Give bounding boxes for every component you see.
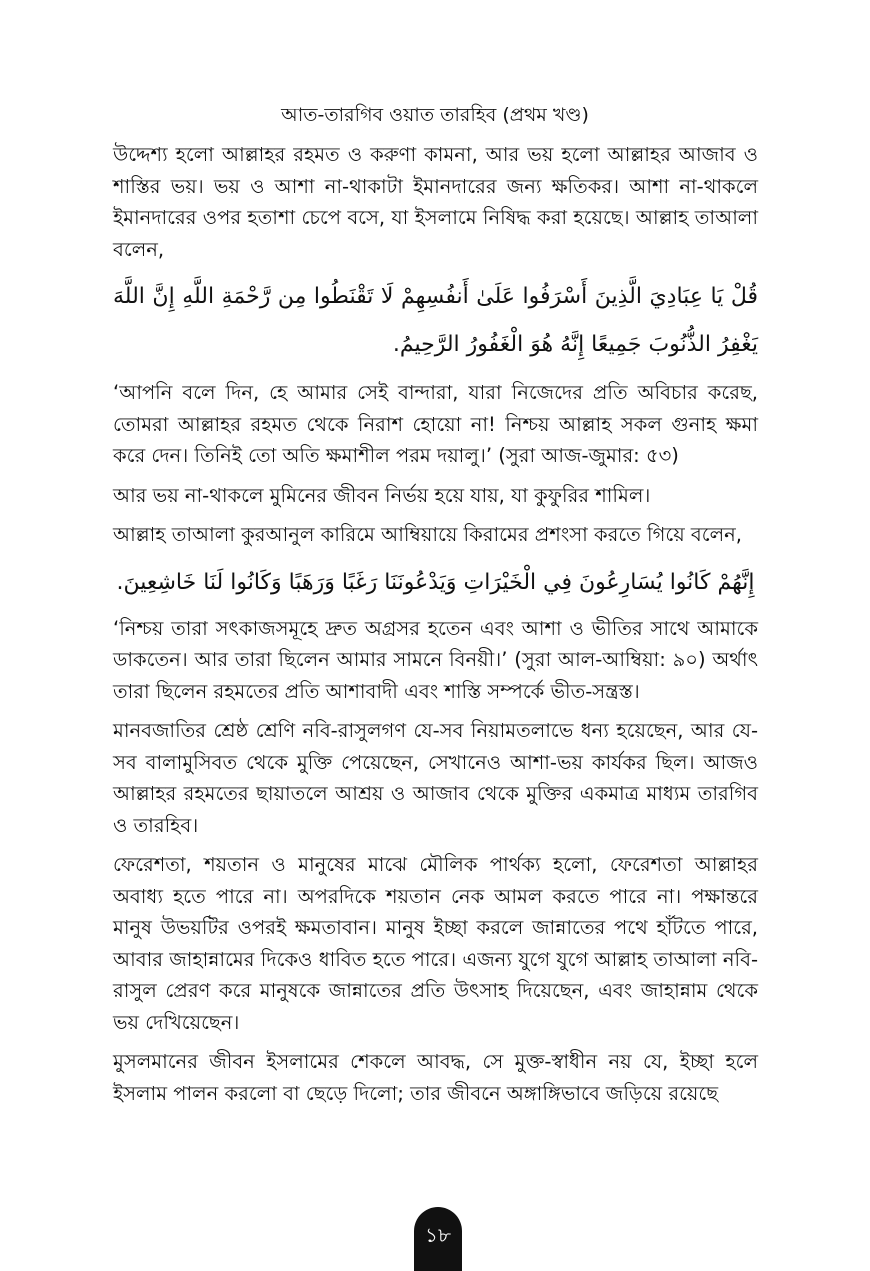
running-header: আত-তারগিব ওয়াত তারহিব (প্রথম খণ্ড): [281, 104, 589, 126]
paragraph-4: আল্লাহ তাআলা কুরআনুল কারিমে আম্বিয়ায়ে কিরামের প্রশংসা করতে গিয়ে বলেন,: [113, 523, 742, 546]
arabic-verse-zumar: قُلْ يَا عِبَادِيَ الَّذِينَ أَسْرَفُوا عَلَىٰ أَنفُسِهِمْ لَا تَقْنَطُوا مِن رَّحْمَةِ اللَّهِ إِنَّ اللَّهَ يَغْفِرُ الذُّنُوبَ جَمِيعًا إِنَّهُ هُوَ الْغَفُورُ الرَّحِيمُ.: [113, 284, 758, 357]
paragraph-7: ফেরেশতা, শয়তান ও মানুষের মাঝে মৌলিক পার্থক্য হলো, ফেরেশতা আল্লাহর অবাধ্য হতে পারে না। অপরদিকে শয়তান নেক আমল করতে পারে না। পক্ষান্তরে মানুষ উভয়টির ওপরই ক্ষমতাবান। মানুষ ইচ্ছা করলে জান্নাতের পথে হাঁটতে পারে, আবার জাহান্নামের দিকেও ধাবিত হতে পারে। এজন্য যুগে যুগে আল্লাহ তাআলা নবি-রাসুল প্রেরণ করে মানুষকে জান্নাতের প্রতি উৎসাহ দিয়েছেন, এবং জাহান্নাম থেকে ভয় দেখিয়েছেন।: [113, 853, 758, 1034]
paragraph-8: মুসলমানের জীবন ইসলামের শেকলে আবদ্ধ, সে মুক্ত-স্বাধীন নয় যে, ইচ্ছা হলে ইসলাম পালন করলো বা ছেড়ে দিলো; তার জীবনে অঙ্গাঙ্গিভাবে জড়িয়ে রয়েছে: [113, 1050, 758, 1105]
arabic-verse-anbiya: إِنَّهُمْ كَانُوا يُسَارِعُونَ فِي الْخَيْرَاتِ وَيَدْعُونَنَا رَغَبًا وَرَهَبًا وَكَانُوا لَنَا خَاشِعِينَ.: [116, 569, 755, 595]
paragraph-1: উদ্দেশ্য হলো আল্লাহর রহমত ও করুণা কামনা, আর ভয় হলো আল্লাহর আজাব ও শাস্তির ভয়। ভয় ও আশা না-থাকাটা ইমানদারের জন্য ক্ষতিকর। আশা না-থাকলে ইমানদারের ওপর হতাশা চেপে বসে, যা ইসলামে নিষিদ্ধ করা হয়েছে। আল্লাহ তাআলা বলেন,: [113, 143, 758, 261]
paragraph-6: মানবজাতির শ্রেষ্ঠ শ্রেণি নবি-রাসুলগণ যে-সব নিয়ামতলাভে ধন্য হয়েছেন, আর যে-সব বালামুসিবত থেকে মুক্তি পেয়েছেন, সেখানেও আশা-ভয় কার্যকর ছিল। আজও আল্লাহর রহমতের ছায়াতলে আশ্রয় ও আজাব থেকে মুক্তির একমাত্র মাধ্যম তারগিব ও তারহিব।: [113, 719, 758, 837]
page-number-badge: [414, 1207, 462, 1271]
paragraph-translation-zumar: ‘আপনি বলে দিন, হে আমার সেই বান্দারা, যারা নিজেদের প্রতি অবিচার করেছ, তোমরা আল্লাহর রহমত থেকে নিরাশ হোয়ো না! নিশ্চয় আল্লাহ সকল গুনাহ ক্ষমা করে দেন। তিনিই তো অতি ক্ষমাশীল পরম দয়ালু।’ (সুরা আজ-জুমার: ৫৩): [113, 381, 758, 467]
page-number: ১৮: [425, 1223, 451, 1247]
paragraph-translation-anbiya: ‘নিশ্চয় তারা সৎকাজসমূহে দ্রুত অগ্রসর হতেন এবং আশা ও ভীতির সাথে আমাকে ডাকতেন। আর তারা ছিলেন আমার সামনে বিনয়ী।’ (সুরা আল-আম্বিয়া: ৯০) অর্থাৎ তারা ছিলেন রহমতের প্রতি আশাবাদী এবং শাস্তি সম্পর্কে ভীত-সন্ত্রস্ত।: [113, 616, 758, 703]
paragraph-3: আর ভয় না-থাকলে মুমিনের জীবন নির্ভয় হয়ে যায়, যা কুফুরির শামিল।: [113, 483, 651, 507]
page-body: [113, 139, 758, 1117]
